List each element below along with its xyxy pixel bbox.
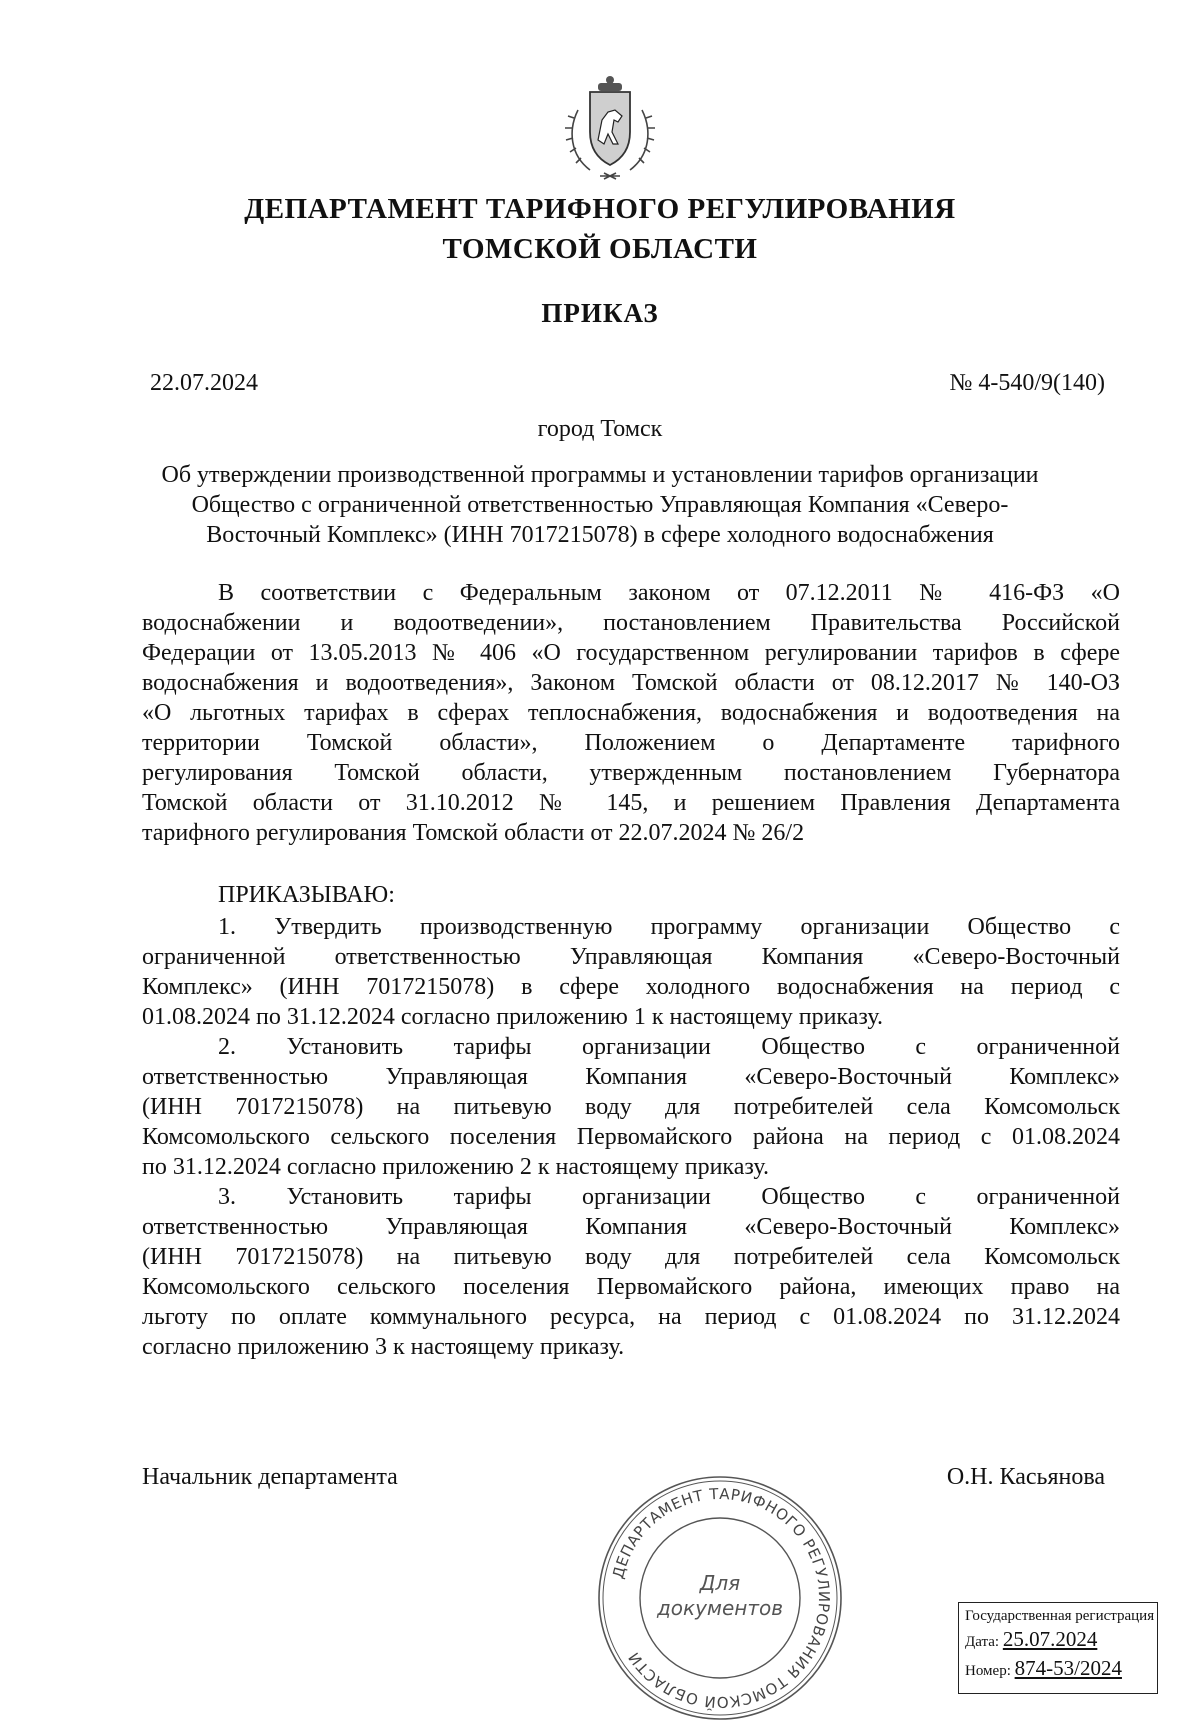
order-item-1 xyxy=(142,912,1120,1032)
item-line: Комплекс» (ИНН 7017215078) в сфере холодного водоснабжения на период с xyxy=(142,974,1120,1000)
registration-number-row xyxy=(965,1655,1151,1684)
order-item-2 xyxy=(142,1032,1120,1182)
signatory-title: Начальник департамента xyxy=(142,1464,398,1490)
item-line: ответственностью Управляющая Компания «Северо-Восточный Комплекс» xyxy=(142,1064,1120,1090)
registration-number-value: 874-53/2024 xyxy=(1014,1656,1122,1680)
preamble-line: тарифного регулирования Томской области от 22.07.2024 № 26/2 xyxy=(142,820,805,846)
item-line: согласно приложению 3 к настоящему приказу. xyxy=(142,1334,625,1360)
registration-title: Государственная регистрация xyxy=(965,1608,1155,1624)
stamp-ring-text: ДЕПАРТАМЕНТ ТАРИФНОГО РЕГУЛИРОВАНИЯ ТОМСКОЙ ОБЛАСТИ xyxy=(608,1484,834,1712)
registration-date-row xyxy=(965,1626,1151,1655)
registration-box xyxy=(958,1602,1158,1694)
document-type: ПРИКАЗ xyxy=(541,298,659,328)
stamp-center-line-2: документов xyxy=(656,1596,784,1620)
item-line: 3. Установить тарифы организации Общество с ограниченной xyxy=(218,1184,1120,1210)
preamble-line: регулирования Томской области, утвержденным постановлением Губернатора xyxy=(142,760,1120,786)
preamble-line: Томской области от 31.10.2012 № 145, и решением Правления Департамента xyxy=(142,790,1120,816)
preamble-line: В соответствии с Федеральным законом от 07.12.2011 № 416-ФЗ «О xyxy=(218,580,1120,606)
preamble-paragraph xyxy=(142,578,1120,848)
order-heading: ПРИКАЗЫВАЮ: xyxy=(218,882,395,908)
registration-date-label: Дата: xyxy=(965,1634,1000,1650)
order-items xyxy=(142,912,1120,1362)
coat-of-arms-emblem xyxy=(560,70,660,185)
organization-name-line-1: ДЕПАРТАМЕНТ ТАРИФНОГО РЕГУЛИРОВАНИЯ xyxy=(244,193,956,225)
stamp-center-line-1: Для xyxy=(699,1571,741,1595)
document-number: № 4-540/9(140) xyxy=(949,370,1105,396)
document-city: город Томск xyxy=(537,416,663,442)
signatory-name: О.Н. Касьянова xyxy=(946,1464,1105,1490)
preamble-line: Федерации от 13.05.2013 № 406 «О государственном регулировании тарифов в сфере xyxy=(142,640,1120,666)
preamble-line: водоснабжении и водоотведении», постановлением Правительства Российской xyxy=(142,610,1120,636)
preamble-line: водоснабжения и водоотведения», Законом Томской области от 08.12.2017 № 140-ОЗ xyxy=(142,670,1120,696)
official-stamp xyxy=(594,1472,846,1724)
item-line: льготу по оплате коммунального ресурса, на период с 01.08.2024 по 31.12.2024 xyxy=(142,1304,1120,1330)
item-line: ответственностью Управляющая Компания «Северо-Восточный Комплекс» xyxy=(142,1214,1120,1240)
item-line: Комсомольского сельского поселения Первомайского района, имеющих право на xyxy=(142,1274,1120,1300)
subject-line: Восточный Комплекс» (ИНН 7017215078) в сфере холодного водоснабжения xyxy=(206,522,994,548)
registration-date-value: 25.07.2024 xyxy=(1002,1627,1098,1651)
preamble-line: «О льготных тарифах в сферах теплоснабжения, водоснабжения и водоотведения на xyxy=(142,700,1120,726)
item-line: 2. Установить тарифы организации Общество с ограниченной xyxy=(218,1034,1120,1060)
document-subject xyxy=(120,460,1080,550)
item-line: 01.08.2024 по 31.12.2024 согласно приложению 1 к настоящему приказу. xyxy=(142,1004,883,1030)
item-line: 1. Утвердить производственную программу организации Общество с xyxy=(218,914,1120,940)
item-line: ограниченной ответственностью Управляющая Компания «Северо-Восточный xyxy=(142,944,1120,970)
subject-line: Об утверждении производственной программы и установлении тарифов организации xyxy=(161,462,1039,488)
document-date: 22.07.2024 xyxy=(150,370,258,396)
item-line: по 31.12.2024 согласно приложению 2 к настоящему приказу. xyxy=(142,1154,769,1180)
organization-name-line-2: ТОМСКОЙ ОБЛАСТИ xyxy=(442,233,758,265)
item-line: (ИНН 7017215078) на питьевую воду для потребителей села Комсомольск xyxy=(142,1244,1120,1270)
item-line: Комсомольского сельского поселения Первомайского района на период с 01.08.2024 xyxy=(142,1124,1120,1150)
order-item-3 xyxy=(142,1182,1120,1362)
item-line: (ИНН 7017215078) на питьевую воду для потребителей села Комсомольск xyxy=(142,1094,1120,1120)
registration-number-label: Номер: xyxy=(965,1663,1011,1679)
preamble-line: территории Томской области», Положением о Департаменте тарифного xyxy=(142,730,1120,756)
subject-line: Общество с ограниченной ответственностью Управляющая Компания «Северо- xyxy=(191,492,1009,518)
